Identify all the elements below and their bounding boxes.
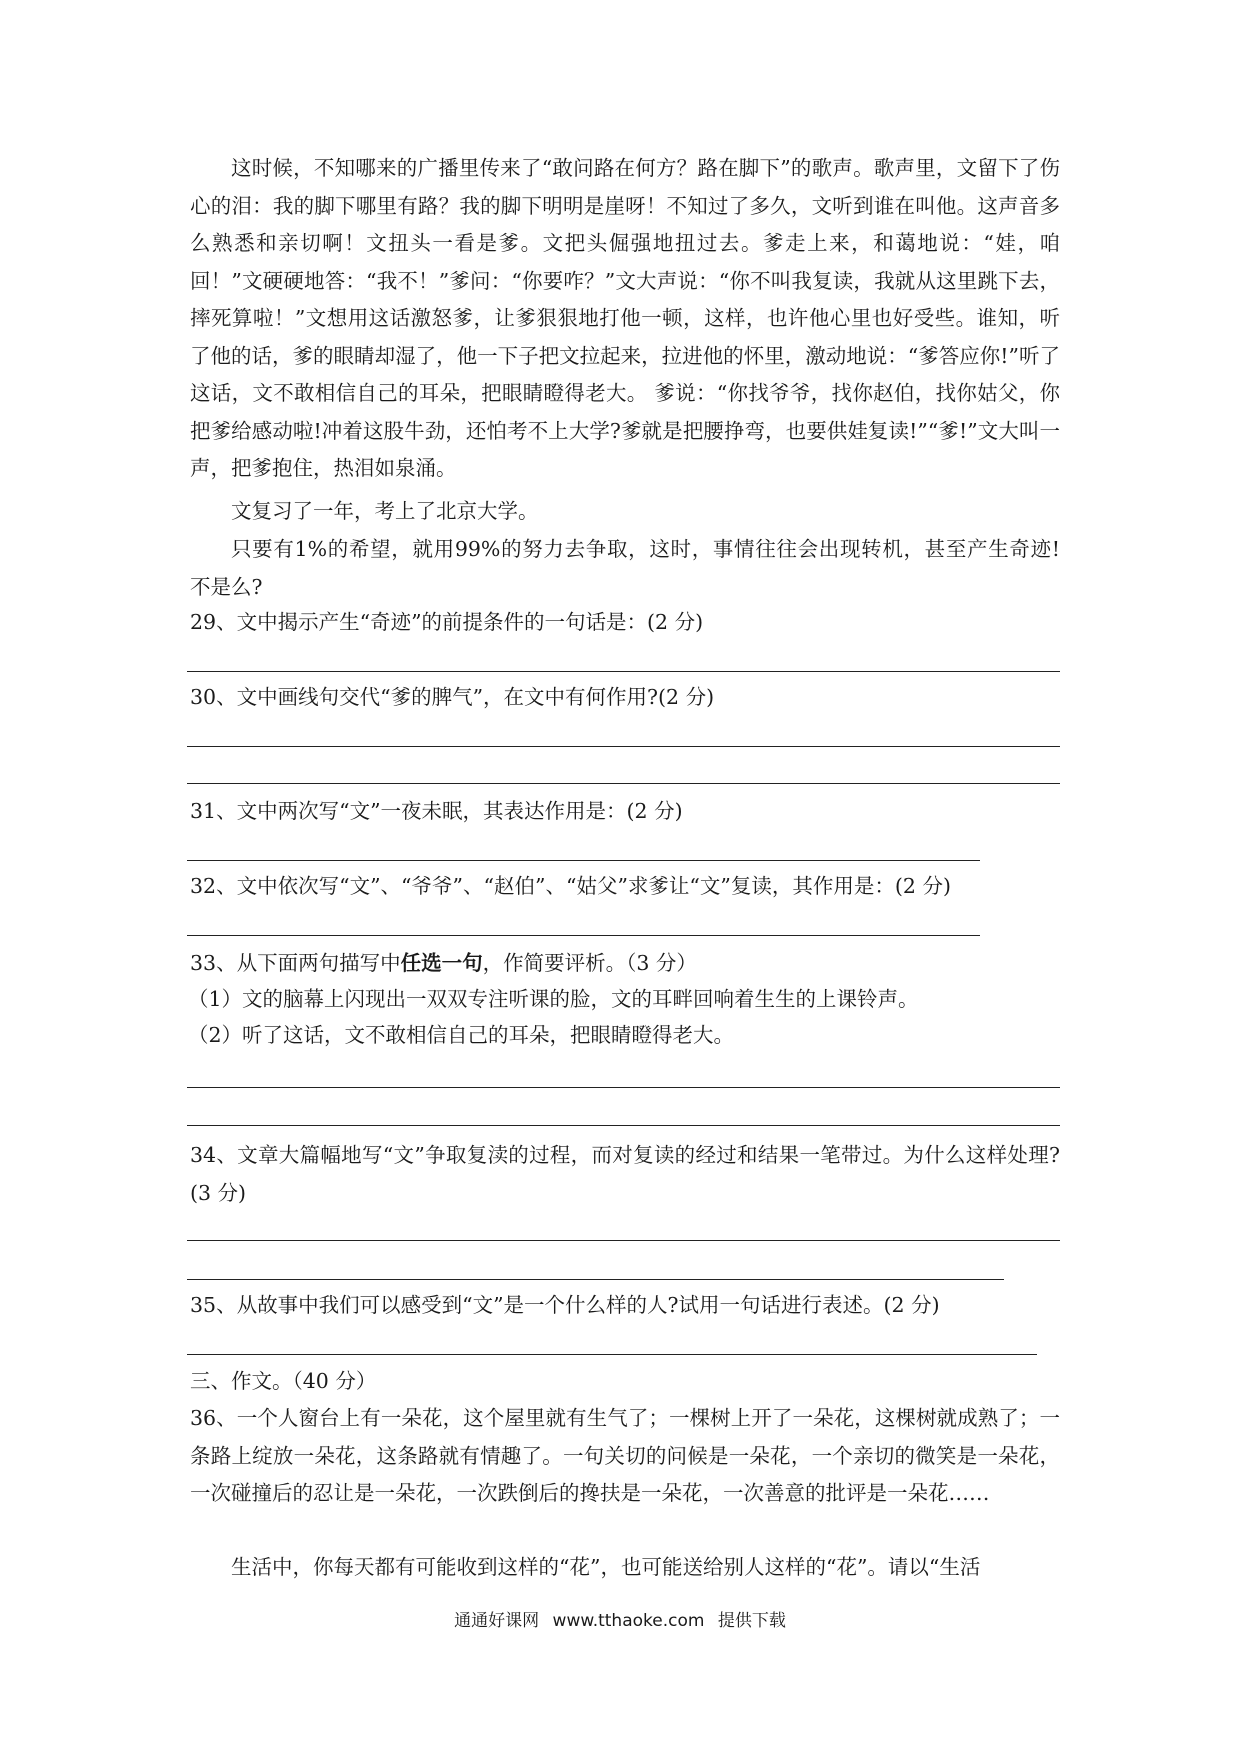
passage-paragraph-2: 文复习了一年，考上了北京大学。 bbox=[231, 499, 539, 523]
question-29: 29、文中揭示产生“奇迹”的前提条件的一句话是：(2 分) bbox=[190, 610, 704, 634]
question-30: 30、文中画线句交代“爹的脾气”，在文中有何作用?(2 分) bbox=[190, 685, 715, 709]
answer-line-31[interactable] bbox=[187, 860, 980, 861]
answer-line-35[interactable] bbox=[187, 1354, 1037, 1355]
page-footer bbox=[0, 1606, 1240, 1631]
essay-heading: 三、作文。（40 分） bbox=[190, 1369, 377, 1393]
question-33-option-2: （2）听了这话，文不敢相信自己的耳朵，把眼睛瞪得老大。 bbox=[188, 1023, 735, 1047]
essay-prompt: 生活中，你每天都有可能收到这样的“花”，也可能送给别人这样的“花”。请以“生活 bbox=[231, 1555, 981, 1579]
question-35: 35、从故事中我们可以感受到“文”是一个什么样的人?试用一句话进行表述。(2 分) bbox=[190, 1293, 940, 1317]
question-33-option-1: （1）文的脑幕上闪现出一双双专注听课的脸，文的耳畔回响着生生的上课铃声。 bbox=[188, 987, 919, 1011]
answer-line-30b[interactable] bbox=[187, 783, 1060, 784]
footer-url[interactable]: www.tthaoke.com bbox=[552, 1611, 705, 1631]
footer-note: 提供下载 bbox=[717, 1611, 786, 1631]
question-33-suffix: ，作简要评析。（3 分） bbox=[482, 951, 697, 975]
question-31: 31、文中两次写“文”一夜未眠，其表达作用是：(2 分) bbox=[190, 799, 683, 823]
answer-line-33a[interactable] bbox=[187, 1087, 1060, 1088]
question-33-emphasis: 任选一句 bbox=[400, 951, 483, 975]
question-33-prefix: 33、从下面两句描写中 bbox=[190, 951, 401, 975]
essay-question-36: 36、一个人窗台上有一朵花，这个屋里就有生气了；一棵树上开了一朵花，这棵树就成熟了；一条路上绽放一朵花，这条路就有情趣了。一句关切的问候是一朵花，一个亲切的微笑是一朵花，一次碰撞后的忍让是一朵花，一次跌倒后的搀扶是一朵花，一次善意的批评是一朵花…… bbox=[190, 1406, 1060, 1505]
answer-line-32[interactable] bbox=[187, 935, 980, 936]
answer-line-29[interactable] bbox=[187, 671, 1060, 672]
question-32: 32、文中依次写“文”、“爷爷”、“赵伯”、“姑父”求爹让“文”复读，其作用是：(2 分) bbox=[190, 874, 951, 898]
answer-line-33b[interactable] bbox=[187, 1125, 1060, 1126]
question-33 bbox=[190, 948, 697, 978]
passage-paragraph-3: 只要有1%的希望，就用99%的努力去争取，这时，事情往往会出现转机，甚至产生奇迹! 不是么? bbox=[190, 537, 1060, 599]
answer-line-34a[interactable] bbox=[187, 1240, 1060, 1241]
question-34: 34、文章大篇幅地写“文”争取复渎的过程，而对复读的经过和结果一笔带过。为什么这样处理?(3 分) bbox=[190, 1143, 1060, 1205]
answer-line-30a[interactable] bbox=[187, 746, 1060, 747]
passage-paragraph-1: 这时候，不知哪来的广播里传来了“敢问路在何方？路在脚下”的歌声。歌声里，文留下了伤心的泪：我的脚下哪里有路？我的脚下明明是崖呀！不知过了多久，文听到谁在叫他。这声音多么熟悉和亲切啊！文扭头一看是爹。文把头倔强地扭过去。爹走上来，和蔼地说：“娃，咱回！”文硬硬地答：“我不！”爹问：“你要咋？”文大声说：“你不叫我复读，我就从这里跳下去，摔死算啦！”文想用这话激怒爹，让爹狠狠地打他一顿，这样，也许他心里也好受些。谁知，听了他的话，爹的眼睛却湿了，他一下子把文拉起来，拉进他的怀里，激动地说：“爹答应你!”听了这话，文不敢相信自己的耳朵，把眼睛瞪得老大。 爹说：“你找爷爷，找你赵伯，找你姑父，你把爹给感动啦!冲着这股牛劲，还怕考不上大学?爹就是把腰挣弯，也要供娃复读!”“爹!”文大叫一声，把爹抱住，热泪如泉涌。 bbox=[190, 156, 1060, 480]
answer-line-34b[interactable] bbox=[187, 1279, 1004, 1280]
footer-site-name: 通通好课网 bbox=[454, 1611, 540, 1631]
